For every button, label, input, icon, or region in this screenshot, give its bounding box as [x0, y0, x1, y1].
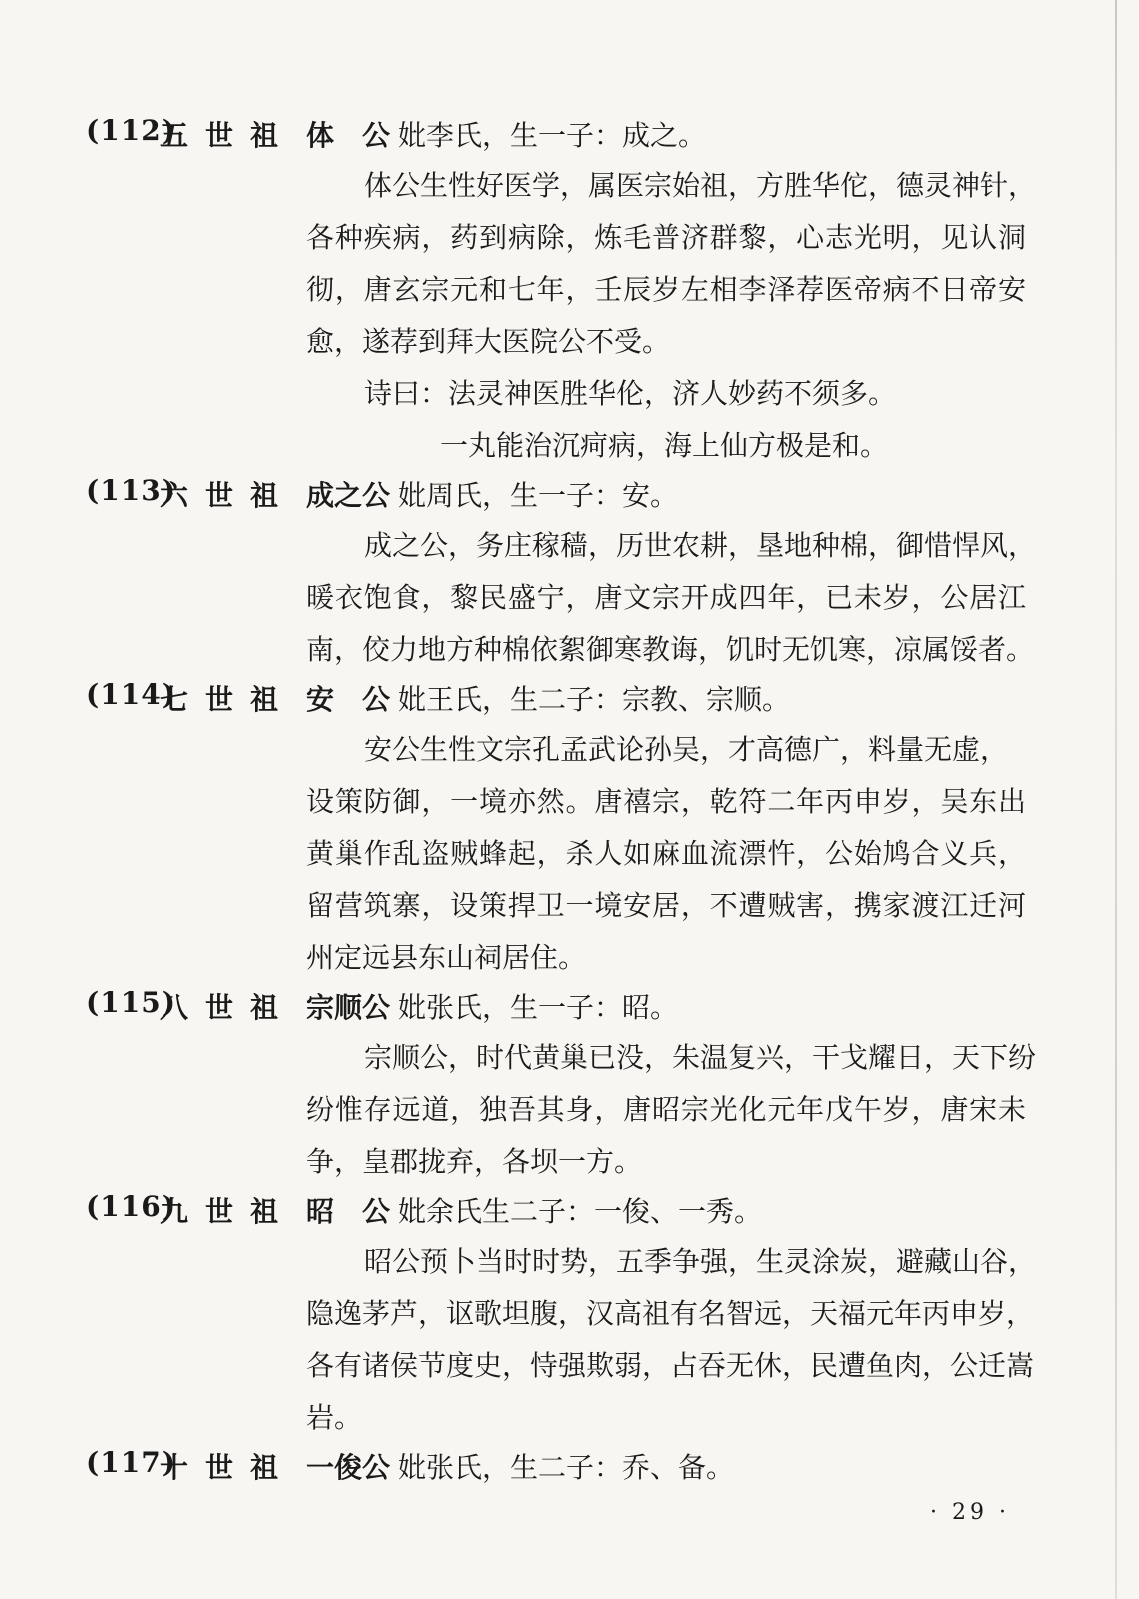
entry-number: (116): [86, 1190, 176, 1223]
ancestor-name: 一俊公: [306, 1451, 391, 1484]
poem-line: 诗曰：法灵神医胜华伦，济人妙药不须多。: [364, 377, 897, 410]
text-line: 留营筑寨，设策捍卫一境安居，不遭贼害，携家渡江迁河: [306, 889, 1026, 922]
spouse-children-info: 妣张氏，生二子：乔、备。: [398, 1451, 735, 1484]
text-line: 各种疾病，药到病除，炼毛普济群黎，心志光明，见认洞: [306, 221, 1026, 254]
entry-heading: [0, 474, 1139, 524]
spouse-children-info: 妣周氏，生一子：安。: [398, 479, 679, 512]
entry-number: (115): [86, 986, 176, 1019]
ancestor-name: 体公: [306, 119, 390, 152]
spouse-children-info: 妣王氏，生二子：宗教、宗顺。: [398, 683, 791, 716]
entry-heading: [0, 986, 1139, 1036]
generation-label: 八世祖: [160, 991, 278, 1024]
spouse-children-info: 妣李氏，生一子：成之。: [398, 119, 707, 152]
spouse-children-info: 妣余氏生二子：一俊、一秀。: [398, 1195, 763, 1228]
ancestor-name: 安公: [306, 683, 390, 716]
generation-label: 五世祖: [160, 119, 278, 152]
ancestor-name: 成之公: [306, 479, 391, 512]
text-line: 安公生性文宗孔孟武论孙吴，才高德广，料量无虚，: [364, 733, 1009, 766]
text-line: 成之公，务庄稼穑，历世农耕，垦地种棉，御惜悍风，: [364, 529, 1037, 562]
text-line: 体公生性好医学，属医宗始祖，方胜华佗，德灵神针，: [364, 169, 1037, 202]
ancestor-name: 昭公: [306, 1195, 390, 1228]
generation-label: 十世祖: [160, 1451, 278, 1484]
ancestor-name: 宗顺公: [306, 991, 391, 1024]
entry-heading: [0, 114, 1139, 164]
scan-edge-line: [1115, 0, 1117, 1599]
text-line: 暖衣饱食，黎民盛宁，唐文宗开成四年，已未岁，公居江: [306, 581, 1026, 614]
entry-heading: [0, 1446, 1139, 1496]
entry-heading: [0, 1190, 1139, 1240]
entry-number: (114): [86, 678, 176, 711]
entry-number: (117): [86, 1446, 176, 1479]
entry-number: (112): [86, 114, 176, 147]
text-line: 黄巢作乱盗贼蜂起，杀人如麻血流漂忤，公始鸠合义兵，: [306, 837, 1026, 870]
spouse-children-info: 妣张氏，生一子：昭。: [398, 991, 679, 1024]
text-line: 彻，唐玄宗元和七年，壬辰岁左相李泽荐医帝病不日帝安: [306, 273, 1026, 306]
generation-label: 六世祖: [160, 479, 278, 512]
text-line: 南，佼力地方种棉依絮御寒教诲，饥时无饥寒，凉属馁者。: [306, 633, 1035, 666]
text-line: 岩。: [306, 1401, 363, 1434]
generation-label: 九世祖: [160, 1195, 278, 1228]
text-line: 愈，遂荐到拜大医院公不受。: [306, 325, 671, 358]
text-line: 各有诸侯节度史，恃强欺弱，占吞无休，民遭鱼肉，公迁嵩: [306, 1349, 1035, 1382]
text-line: 争，皇郡拢弃，各坝一方。: [306, 1145, 643, 1178]
text-line: 昭公预卜当时时势，五季争强，生灵涂炭，避藏山谷，: [364, 1245, 1037, 1278]
generation-label: 七世祖: [160, 683, 278, 716]
entry-heading: [0, 678, 1139, 728]
page-number: · 29 ·: [930, 1500, 1010, 1525]
text-line: 州定远县东山祠居住。: [306, 941, 587, 974]
text-line: 宗顺公，时代黄巢已没，朱温复兴，干戈耀日，天下纷: [364, 1041, 1037, 1074]
text-line: 设策防御，一境亦然。唐禧宗，乾符二年丙申岁，吴东出: [306, 785, 1026, 818]
poem-line: 一丸能治沉疴病，海上仙方极是和。: [440, 429, 889, 462]
entry-number: (113): [86, 474, 176, 507]
text-line: 纷惟存远道，独吾其身，唐昭宗光化元年戊午岁，唐宋未: [306, 1093, 1026, 1126]
text-line: 隐逸茅芦，讴歌坦腹，汉高祖有名智远，天福元年丙申岁，: [306, 1297, 1035, 1330]
